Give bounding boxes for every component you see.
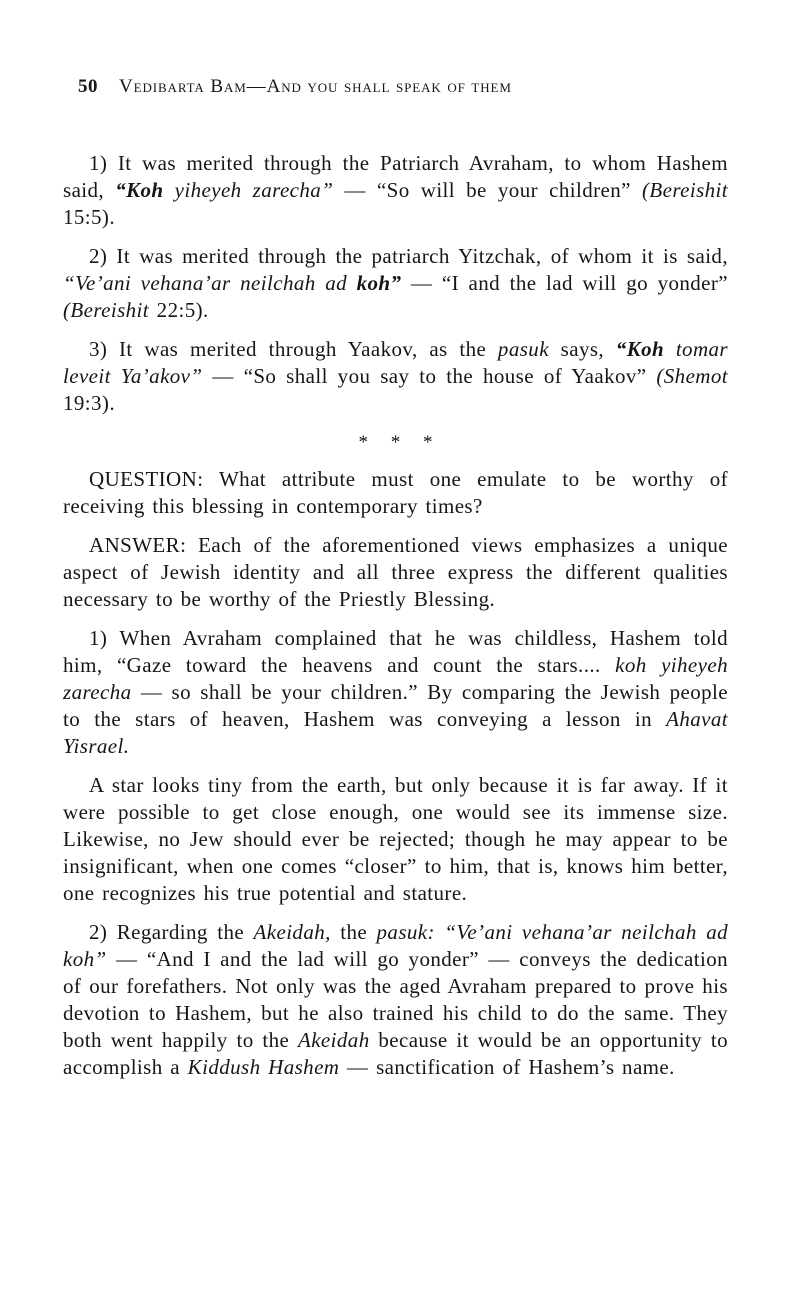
- page-body: [63, 150, 728, 1093]
- running-header: [78, 76, 740, 98]
- paragraph: [63, 243, 728, 324]
- text-run: “Koh: [115, 178, 164, 202]
- paragraph: [63, 772, 728, 907]
- text-run: says,: [548, 337, 616, 361]
- text-run: 19:3).: [63, 391, 115, 415]
- text-run: — “So will be your children”: [333, 178, 642, 202]
- text-run: — so shall be your children.” By comparing the Jewish people to the stars of heaven, Hashem was conveying a lesson in: [63, 680, 728, 731]
- text-run: Akeidah: [297, 1028, 370, 1052]
- text-run: 2) Regarding the: [89, 920, 254, 944]
- text-run: (Bereishit: [63, 298, 150, 322]
- text-run: 1) When Avraham complained that he was childless, Hashem told him, “Gaze toward the heavens and count the stars....: [63, 626, 728, 677]
- text-run: 22:5).: [149, 298, 209, 322]
- text-run: (Shemot: [656, 364, 729, 388]
- paragraph: [63, 336, 728, 417]
- text-run: Kiddush Hashem: [187, 1055, 340, 1079]
- text-run: — sanctification of Hashem’s name.: [339, 1055, 675, 1079]
- text-run: because it would be an opportunity to accomplish a: [63, 1028, 728, 1079]
- text-run: yiheyeh zarecha”: [163, 178, 334, 202]
- text-run: ANSWER: Each of the aforementioned views emphasizes a unique aspect of Jewish identity and all three express the different qualities necessary to be worthy of the Priestly Blessing.: [63, 533, 728, 611]
- text-run: tomar leveit Ya’akov”: [63, 337, 728, 388]
- text-run: — “So shall you say to the house of Yaakov”: [202, 364, 657, 388]
- page-number: 50: [78, 76, 98, 97]
- text-run: 3) It was merited through Yaakov, as the: [89, 337, 498, 361]
- text-run: QUESTION: What attribute must one emulate to be worthy of receiving this blessing in contemporary times?: [63, 467, 728, 518]
- text-run: the: [330, 920, 377, 944]
- text-run: (Bereishit: [641, 178, 729, 202]
- text-run: 1) It was merited through the Patriarch Avraham, to whom Hashem said,: [63, 151, 728, 202]
- text-run: 15:5).: [63, 205, 115, 229]
- paragraph: [63, 532, 728, 613]
- running-head-title: Vedibarta Bam—And you shall speak of them: [119, 76, 512, 97]
- text-run: Akeidah,: [253, 920, 331, 944]
- text-run: A star looks tiny from the earth, but only because it is far away. If it were possible to get close enough, one would see its immense size. Likewise, no Jew should ever be rejected; though he may appear to be insignificant, when one comes “closer” to him, that is, knows him better, one recognizes his true potential and stature.: [63, 773, 728, 905]
- paragraph: [63, 625, 728, 760]
- text-run: 2) It was merited through the patriarch Yitzchak, of whom it is said,: [89, 244, 728, 268]
- text-run: koh”: [356, 271, 402, 295]
- paragraph: [63, 466, 728, 520]
- paragraph: [63, 919, 728, 1081]
- text-run: “Koh: [615, 337, 665, 361]
- text-run: — “And I and the lad will go yonder” — conveys the dedication of our forefathers. Not only was the aged Avraham prepared to prove his devotion to Hashem, but he also trained his child to do the same. They both went happily to the: [63, 947, 728, 1052]
- text-run: pasuk: [497, 337, 549, 361]
- paragraph: [63, 150, 728, 231]
- section-separator: * * *: [358, 432, 433, 453]
- text-run: “Ve’ani vehana’ar neilchah ad: [63, 271, 357, 295]
- text-run: pasuk: “Ve’ani vehana’ar neilchah ad koh”: [63, 920, 728, 971]
- text-run: — “I and the lad will go yonder”: [401, 271, 729, 295]
- text-run: Ahavat Yisrael.: [63, 707, 728, 758]
- text-run: koh yiheyeh zarecha: [63, 653, 728, 704]
